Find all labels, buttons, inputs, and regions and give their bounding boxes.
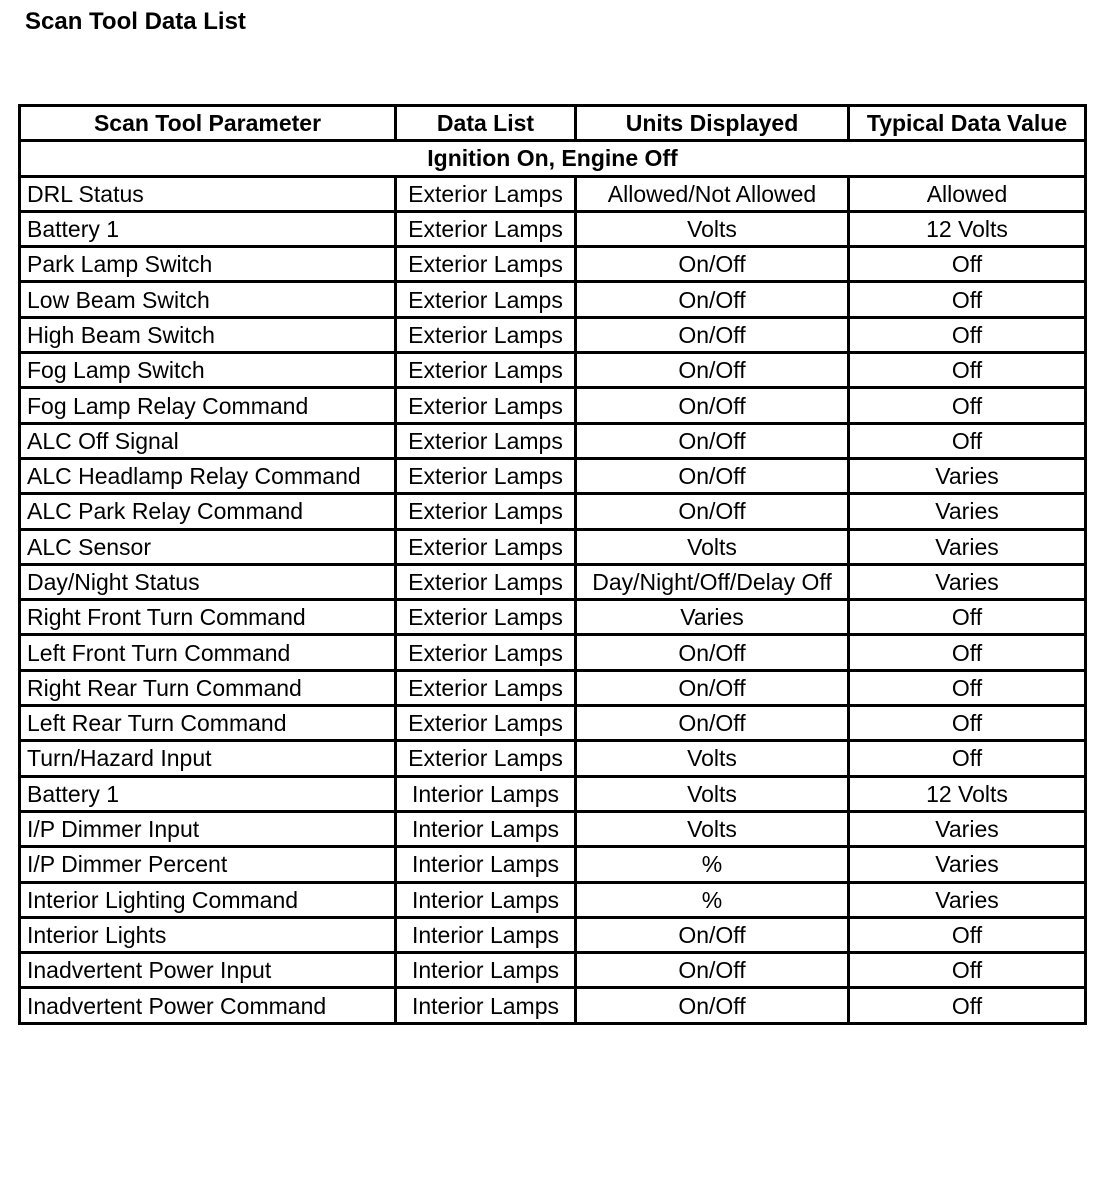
- header-data-list: Data List: [396, 106, 576, 141]
- units-cell: On/Off: [576, 317, 849, 352]
- param-cell: Left Front Turn Command: [20, 635, 396, 670]
- param-cell: ALC Sensor: [20, 529, 396, 564]
- section-row: [20, 141, 1086, 176]
- typical-value-cell: 12 Volts: [849, 776, 1086, 811]
- param-cell: Right Rear Turn Command: [20, 670, 396, 705]
- table-row: [20, 458, 1086, 493]
- typical-value-cell: Off: [849, 317, 1086, 352]
- data-list-cell: Exterior Lamps: [396, 494, 576, 529]
- typical-value-cell: Varies: [849, 494, 1086, 529]
- units-cell: %: [576, 882, 849, 917]
- data-list-cell: Exterior Lamps: [396, 176, 576, 211]
- units-cell: On/Off: [576, 282, 849, 317]
- data-list-cell: Interior Lamps: [396, 776, 576, 811]
- data-list-cell: Exterior Lamps: [396, 282, 576, 317]
- data-list-cell: Exterior Lamps: [396, 635, 576, 670]
- typical-value-cell: Off: [849, 917, 1086, 952]
- table-row: [20, 353, 1086, 388]
- data-list-cell: Exterior Lamps: [396, 458, 576, 493]
- typical-value-cell: 12 Volts: [849, 211, 1086, 246]
- units-cell: On/Off: [576, 988, 849, 1023]
- typical-value-cell: Varies: [849, 882, 1086, 917]
- typical-value-cell: Off: [849, 670, 1086, 705]
- param-cell: Fog Lamp Switch: [20, 353, 396, 388]
- data-list-cell: Interior Lamps: [396, 953, 576, 988]
- table-row: [20, 635, 1086, 670]
- typical-value-cell: Varies: [849, 847, 1086, 882]
- units-cell: On/Off: [576, 670, 849, 705]
- data-list-cell: Exterior Lamps: [396, 670, 576, 705]
- table-row: [20, 423, 1086, 458]
- table-row: [20, 882, 1086, 917]
- units-cell: Volts: [576, 811, 849, 846]
- table-row: [20, 741, 1086, 776]
- table-row: [20, 988, 1086, 1023]
- typical-value-cell: Varies: [849, 811, 1086, 846]
- table-row: [20, 494, 1086, 529]
- table-row: [20, 247, 1086, 282]
- typical-value-cell: Varies: [849, 458, 1086, 493]
- param-cell: Right Front Turn Command: [20, 600, 396, 635]
- table-row: [20, 811, 1086, 846]
- typical-value-cell: Varies: [849, 529, 1086, 564]
- units-cell: On/Off: [576, 247, 849, 282]
- data-list-cell: Exterior Lamps: [396, 529, 576, 564]
- scan-tool-data-table: [18, 104, 1087, 1025]
- units-cell: On/Off: [576, 458, 849, 493]
- typical-value-cell: Off: [849, 706, 1086, 741]
- data-list-cell: Interior Lamps: [396, 811, 576, 846]
- param-cell: Fog Lamp Relay Command: [20, 388, 396, 423]
- table-row: [20, 282, 1086, 317]
- units-cell: On/Off: [576, 494, 849, 529]
- table-header-row: [20, 106, 1086, 141]
- units-cell: Volts: [576, 776, 849, 811]
- param-cell: ALC Headlamp Relay Command: [20, 458, 396, 493]
- units-cell: On/Off: [576, 917, 849, 952]
- data-list-cell: Exterior Lamps: [396, 741, 576, 776]
- data-list-cell: Interior Lamps: [396, 882, 576, 917]
- units-cell: %: [576, 847, 849, 882]
- table-row: [20, 388, 1086, 423]
- param-cell: Low Beam Switch: [20, 282, 396, 317]
- data-list-cell: Interior Lamps: [396, 917, 576, 952]
- param-cell: ALC Off Signal: [20, 423, 396, 458]
- header-typical-data-value: Typical Data Value: [849, 106, 1086, 141]
- units-cell: Volts: [576, 529, 849, 564]
- param-cell: Turn/Hazard Input: [20, 741, 396, 776]
- typical-value-cell: Off: [849, 988, 1086, 1023]
- units-cell: Volts: [576, 741, 849, 776]
- data-list-cell: Exterior Lamps: [396, 706, 576, 741]
- param-cell: Left Rear Turn Command: [20, 706, 396, 741]
- section-label: Ignition On, Engine Off: [20, 141, 1086, 176]
- param-cell: Interior Lights: [20, 917, 396, 952]
- units-cell: On/Off: [576, 953, 849, 988]
- typical-value-cell: Off: [849, 635, 1086, 670]
- param-cell: Interior Lighting Command: [20, 882, 396, 917]
- table-row: [20, 917, 1086, 952]
- table-row: [20, 176, 1086, 211]
- data-list-cell: Exterior Lamps: [396, 353, 576, 388]
- table-row: [20, 953, 1086, 988]
- data-list-cell: Exterior Lamps: [396, 600, 576, 635]
- header-scan-tool-parameter: Scan Tool Parameter: [20, 106, 396, 141]
- units-cell: Varies: [576, 600, 849, 635]
- param-cell: Day/Night Status: [20, 564, 396, 599]
- table-row: [20, 564, 1086, 599]
- data-list-cell: Exterior Lamps: [396, 564, 576, 599]
- typical-value-cell: Off: [849, 282, 1086, 317]
- param-cell: Inadvertent Power Command: [20, 988, 396, 1023]
- typical-value-cell: Off: [849, 353, 1086, 388]
- header-units-displayed: Units Displayed: [576, 106, 849, 141]
- table-row: [20, 600, 1086, 635]
- table-row: [20, 529, 1086, 564]
- data-list-cell: Exterior Lamps: [396, 247, 576, 282]
- data-list-cell: Exterior Lamps: [396, 211, 576, 246]
- param-cell: DRL Status: [20, 176, 396, 211]
- units-cell: Allowed/Not Allowed: [576, 176, 849, 211]
- typical-value-cell: Off: [849, 388, 1086, 423]
- param-cell: ALC Park Relay Command: [20, 494, 396, 529]
- page-title: Scan Tool Data List: [25, 8, 246, 35]
- units-cell: Day/Night/Off/Delay Off: [576, 564, 849, 599]
- param-cell: I/P Dimmer Percent: [20, 847, 396, 882]
- units-cell: Volts: [576, 211, 849, 246]
- data-list-cell: Exterior Lamps: [396, 423, 576, 458]
- table-row: [20, 211, 1086, 246]
- data-list-cell: Exterior Lamps: [396, 388, 576, 423]
- units-cell: On/Off: [576, 423, 849, 458]
- data-list-cell: Interior Lamps: [396, 847, 576, 882]
- param-cell: Park Lamp Switch: [20, 247, 396, 282]
- typical-value-cell: Varies: [849, 564, 1086, 599]
- typical-value-cell: Allowed: [849, 176, 1086, 211]
- typical-value-cell: Off: [849, 600, 1086, 635]
- table-row: [20, 776, 1086, 811]
- typical-value-cell: Off: [849, 953, 1086, 988]
- units-cell: On/Off: [576, 706, 849, 741]
- units-cell: On/Off: [576, 388, 849, 423]
- data-list-cell: Interior Lamps: [396, 988, 576, 1023]
- table-row: [20, 670, 1086, 705]
- param-cell: Battery 1: [20, 211, 396, 246]
- param-cell: Battery 1: [20, 776, 396, 811]
- typical-value-cell: Off: [849, 741, 1086, 776]
- units-cell: On/Off: [576, 635, 849, 670]
- param-cell: High Beam Switch: [20, 317, 396, 352]
- data-list-cell: Exterior Lamps: [396, 317, 576, 352]
- units-cell: On/Off: [576, 353, 849, 388]
- table-row: [20, 317, 1086, 352]
- typical-value-cell: Off: [849, 423, 1086, 458]
- table-row: [20, 847, 1086, 882]
- table-row: [20, 706, 1086, 741]
- typical-value-cell: Off: [849, 247, 1086, 282]
- param-cell: Inadvertent Power Input: [20, 953, 396, 988]
- param-cell: I/P Dimmer Input: [20, 811, 396, 846]
